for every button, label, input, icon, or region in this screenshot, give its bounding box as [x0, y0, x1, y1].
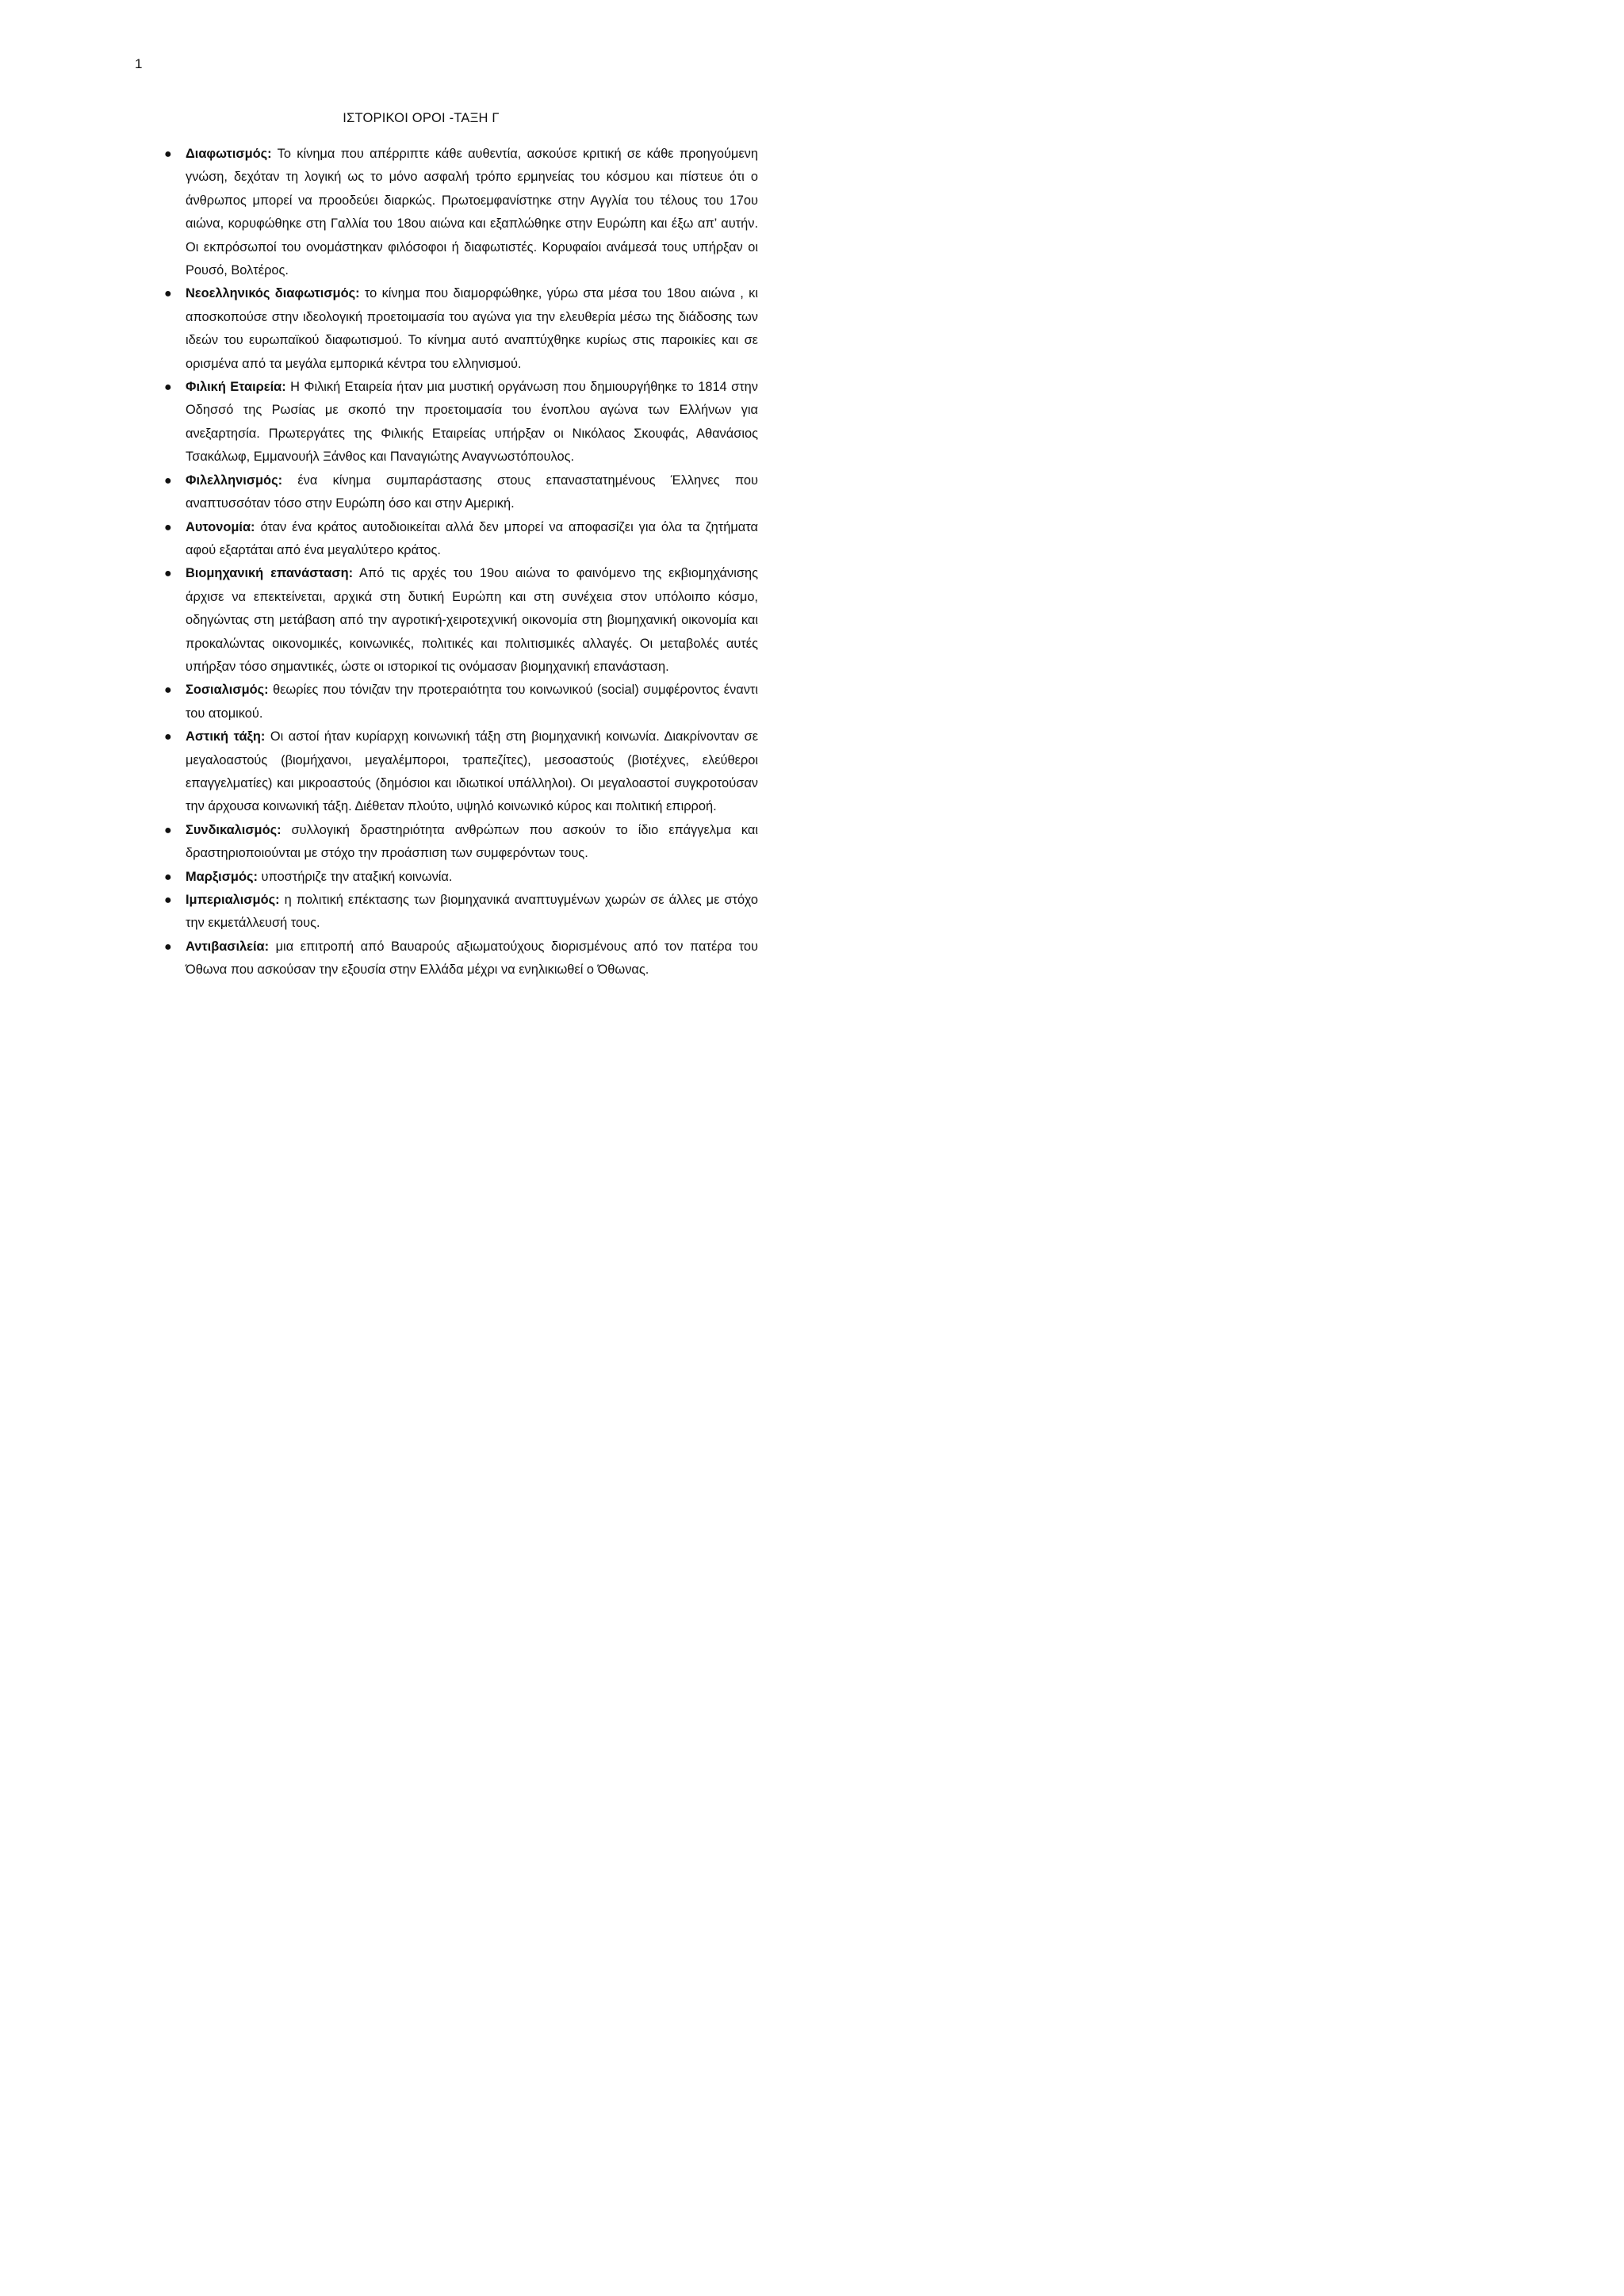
- term-item-sosialismos: [165, 679, 758, 725]
- term-item-antivasileia: [165, 936, 758, 982]
- term-item-syndikalismos: [165, 819, 758, 866]
- term-name: Βιομηχανική επανάσταση:: [186, 566, 354, 581]
- term-item-imperialismos: [165, 889, 758, 936]
- term-item-viomichaniki-epanastasi: [165, 562, 758, 679]
- bullet-icon: ●: [164, 683, 172, 698]
- term-name: Νεοελληνικός διαφωτισμός:: [186, 286, 360, 301]
- term-definition: η πολιτική επέκτασης των βιομηχανικά αναπτυγμένων χωρών σε άλλες με στόχο την εκμετάλλευσή τους.: [186, 893, 758, 931]
- term-name: Αστική τάξη:: [186, 729, 266, 744]
- term-item-marxismos: [165, 866, 758, 889]
- page-number: 1: [135, 56, 143, 71]
- bullet-icon: ●: [164, 520, 172, 534]
- bullet-icon: ●: [164, 939, 172, 954]
- bullet-icon: ●: [164, 381, 172, 395]
- term-definition: το κίνημα που διαμορφώθηκε, γύρω στα μέσα του 18ου αιώνα , κι αποσκοπούσε στην ιδεολογική προετοιμασία του αγώνα για την ελευθερία μέσω της διάδοσης των ιδεών του ευρωπαϊκού διαφωτισμού. Το κίνημα αυτό αναπτύχθηκε κυρίως στις παροικίες και σε ορισμένα από τα μεγάλα εμπορικά κέντρα του ελληνισμού.: [186, 286, 758, 371]
- term-definition: θεωρίες που τόνιζαν την προτεραιότητα του κοινωνικού (social) συμφέροντος έναντι του ατομικού.: [186, 683, 758, 721]
- term-definition: υποστήριζε την αταξική κοινωνία.: [261, 869, 453, 884]
- term-name: Διαφωτισμός:: [186, 147, 272, 161]
- term-definition: Η Φιλική Εταιρεία ήταν μια μυστική οργάνωση που δημιουργήθηκε το 1814 στην Οδησσό της Ρωσίας με σκοπό την προετοιμασία του ένοπλου αγώνα των Ελλήνων για ανεξαρτησία. Πρωτεργάτες της Φιλικής Εταιρείας υπήρξαν οι Νικόλαος Σκουφάς, Αθανάσιος Τσακάλωφ, Εμμανουήλ Ξάνθος και Παναγιώτης Αναγνωστόπουλος.: [186, 380, 758, 465]
- term-item-aftonomia: [165, 516, 758, 563]
- document-title: ΙΣΤΟΡΙΚΟΙ ΟΡΟΙ -ΤΑΞΗ Γ: [343, 111, 500, 125]
- term-name: Ιμπεριαλισμός:: [186, 893, 280, 907]
- term-item-neoellinikos-diafotismos: [165, 282, 758, 376]
- bullet-icon: ●: [164, 567, 172, 581]
- term-item-astiki-taxi: [165, 725, 758, 819]
- term-definition: συλλογική δραστηριότητα ανθρώπων που ασκούν το ίδιο επάγγελμα και δραστηριοποιούνται με στόχο την προάσπιση των συμφερόντων τους.: [186, 822, 758, 861]
- term-definition: Οι αστοί ήταν κυρίαρχη κοινωνική τάξη στη βιομηχανική κοινωνία. Διακρίνονταν σε μεγαλοαστούς (βιομήχανοι, μεγαλέμποροι, τραπεζίτες), μεσοαστούς (βιοτέχνες, ελεύθεροι επαγγελματίες) και μικροαστούς (δημόσιοι και ιδιωτικοί υπάλληλοι). Οι μεγαλοαστοί συγκροτούσαν την άρχουσα κοινωνική τάξη. Διέθεταν πλούτο, υψηλό κοινωνικό κύρος και πολιτική επιρροή.: [186, 729, 759, 814]
- term-definition: μια επιτροπή από Βαυαρούς αξιωματούχους διορισμένους από τον πατέρα του Όθωνα που ασκούσαν την εξουσία στην Ελλάδα μέχρι να ενηλικιωθεί ο Όθωνας.: [186, 939, 758, 978]
- bullet-icon: ●: [164, 870, 172, 884]
- bullet-icon: ●: [164, 823, 172, 837]
- term-name: Φιλική Εταιρεία:: [186, 380, 286, 395]
- bullet-icon: ●: [164, 287, 172, 301]
- term-name: Αυτονομία:: [186, 519, 255, 534]
- term-name: Μαρξισμός:: [186, 869, 258, 884]
- term-definition: Το κίνημα που απέρριπτε κάθε αυθεντία, ασκούσε κριτική σε κάθε προηγούμενη γνώση, δεχόταν τη λογική ως το μόνο ασφαλή τρόπο ερμηνείας του κόσμου και πίστευε ότι ο άνθρωπος μπορεί να προοδεύει διαρκώς. Πρωτοεμφανίστηκε στην Αγγλία του τέλους του 17ου αιώνα, κορυφώθηκε στη Γαλλία του 18ου αιώνα και εξαπλώθηκε στην Ευρώπη και έξω απ’ αυτήν. Οι εκπρόσωποί του ονομάστηκαν φιλόσοφοι ή διαφωτιστές. Κορυφαίοι ανάμεσά τους υπήρξαν οι Ρουσό, Βολτέρος.: [186, 147, 758, 278]
- bullet-icon: ●: [164, 473, 172, 488]
- term-definition: Από τις αρχές του 19ου αιώνα το φαινόμενο της εκβιομηχάνισης άρχισε να επεκτείνεται, αρχικά στη δυτική Ευρώπη και στη συνέχεια στον υπόλοιπο κόσμο, οδηγώντας στη μετάβαση από την αγροτική-χειροτεχνική οικονομία στη βιομηχανική οικονομία και προκαλώντας οικονομικές, κοινωνικές, πολιτικές και πολιτισμικές αλλαγές. Οι μεταβολές αυτές υπήρξαν τόσο σημαντικές, ώστε οι ιστορικοί τις ονόμασαν βιομηχανική επανάσταση.: [186, 566, 758, 674]
- term-definition: ένα κίνημα συμπαράστασης στους επαναστατημένους Έλληνες που αναπτυσσόταν τόσο στην Ευρώπη όσο και στην Αμερική.: [186, 473, 758, 511]
- term-item-filellinismos: [165, 469, 758, 516]
- terms-list: [165, 143, 758, 982]
- term-definition: όταν ένα κράτος αυτοδιοικείται αλλά δεν μπορεί να αποφασίζει για όλα τα ζητήματα αφού εξαρτάται από ένα μεγαλύτερο κράτος.: [186, 519, 758, 557]
- term-item-filiki-etaireia: [165, 376, 758, 469]
- term-name: Φιλελληνισμός:: [186, 473, 283, 488]
- term-name: Αντιβασιλεία:: [186, 939, 270, 954]
- term-name: Συνδικαλισμός:: [186, 822, 282, 837]
- term-name: Σοσιαλισμός:: [186, 683, 269, 698]
- bullet-icon: ●: [164, 894, 172, 907]
- term-item-diafotismos: [165, 143, 758, 282]
- bullet-icon: ●: [164, 730, 172, 744]
- bullet-icon: ●: [164, 147, 172, 161]
